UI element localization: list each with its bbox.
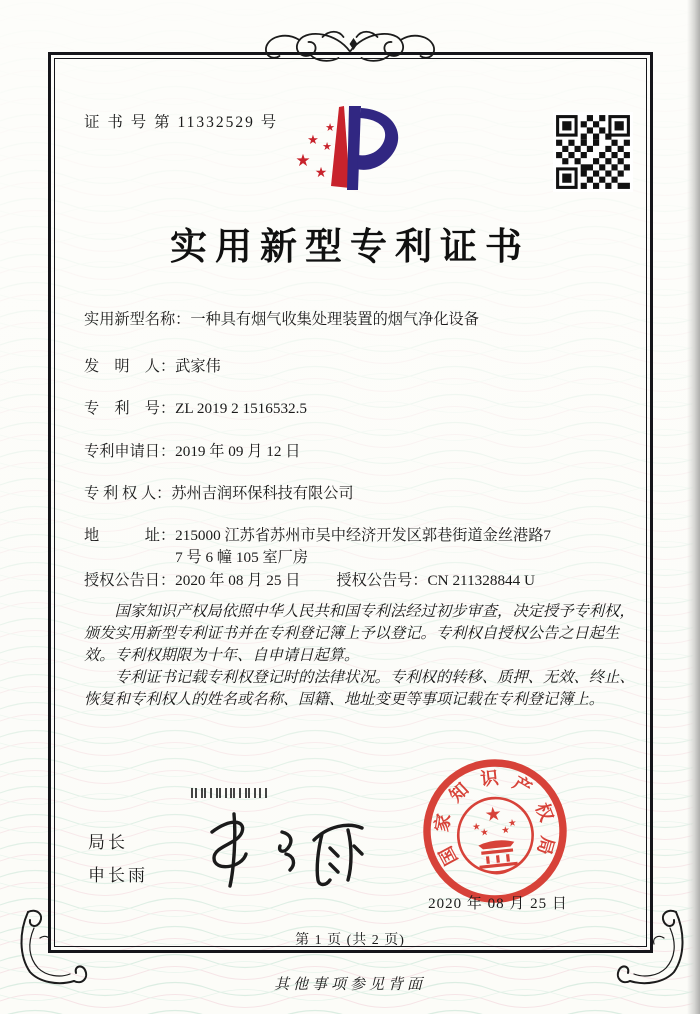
field-label: 授权公告日： — [84, 572, 176, 589]
seal-char: 国 — [435, 843, 462, 869]
field-label: 实用新型名称： — [84, 311, 191, 328]
body-paragraph: 专利证书记载专利权登记时的法律状况。专利权的转移、质押、无效、终止、恢复和专利权人的姓名或名称、国籍、地址变更等事项记载在专利登记簿上。 — [84, 669, 635, 708]
field-label: 专 利 权 人： — [84, 485, 172, 502]
field-label: 专 利 号： — [84, 400, 176, 417]
field-value: 苏州吉润环保科技有限公司 — [171, 485, 354, 502]
svg-text:★: ★ — [314, 165, 328, 181]
body-paragraph: 国家知识产权局依照中华人民共和国专利法经过初步审查，决定授予专利权，颁发实用新型专利证书并在专利登记簿上予以登记。专利权自授权公告之日起生效。专利权期限为十年、自申请日起算。 — [84, 603, 635, 664]
grant-number-pair — [336, 570, 535, 592]
cnipa-logo-icon — [286, 100, 416, 206]
page-indicator: 第 1 页 (共 2 页) — [295, 933, 405, 948]
field-value: 2020 年 08 月 25 日 — [175, 572, 301, 589]
field-row-patent-number — [84, 398, 640, 420]
qr-code — [553, 112, 633, 192]
director-title: 局长 — [88, 833, 128, 852]
seal-char: 权 — [531, 800, 557, 825]
field-value: CN 211328844 U — [427, 572, 535, 589]
scan-edge-shadow — [687, 0, 700, 1014]
certificate-number: 证 书 号 第 11332529 号 — [84, 114, 279, 131]
grant-date-pair — [84, 570, 300, 592]
body-text — [84, 601, 638, 711]
svg-text:★: ★ — [500, 824, 511, 837]
svg-text:★: ★ — [483, 801, 503, 827]
seal-char: 识 — [479, 767, 500, 790]
seal-char: 知 — [445, 778, 473, 806]
svg-text:★: ★ — [471, 821, 482, 834]
seal-date: 2020 年 08 月 25 日 — [428, 896, 568, 912]
field-row-invention-name — [84, 309, 640, 331]
director-name: 申长雨 — [88, 866, 148, 885]
field-label: 地 址： — [84, 527, 176, 544]
svg-text:★: ★ — [307, 133, 319, 148]
field-row-filing-date — [84, 441, 640, 463]
seal-char: 产 — [509, 772, 536, 800]
field-value: ZL 2019 2 1516532.5 — [175, 400, 308, 417]
svg-text:★: ★ — [479, 826, 490, 839]
field-label: 授权公告号： — [336, 572, 428, 589]
field-value: 一种具有烟气收集处理装置的烟气净化设备 — [190, 311, 479, 328]
page-title: 实用新型专利证书 — [170, 227, 530, 268]
svg-text:★: ★ — [325, 121, 335, 134]
seal-char: 局 — [533, 834, 558, 857]
field-label: 发 明 人： — [84, 358, 176, 375]
field-label: 专利申请日： — [84, 443, 176, 460]
svg-text:★: ★ — [507, 817, 518, 830]
address-line-2: 7 号 6 幢 105 室厂房 — [175, 549, 309, 566]
field-value: 2019 年 09 月 12 日 — [175, 443, 301, 460]
field-value: 武家伟 — [175, 358, 221, 375]
seal-char: 家 — [431, 812, 455, 834]
handwritten-signature-icon — [190, 788, 385, 898]
svg-text:★: ★ — [322, 140, 332, 153]
field-row-grant — [84, 570, 640, 592]
svg-text:★: ★ — [295, 151, 311, 171]
address-line-1: 215000 江苏省苏州市吴中经济开发区郭巷街道金丝港路7 — [175, 527, 552, 544]
field-row-inventor — [84, 356, 640, 378]
field-row-patentee — [84, 483, 640, 505]
field-value — [175, 525, 551, 569]
field-row-address — [84, 525, 640, 569]
back-side-note: 其他事项参见背面 — [273, 977, 426, 993]
flourish-top-icon — [253, 25, 448, 69]
